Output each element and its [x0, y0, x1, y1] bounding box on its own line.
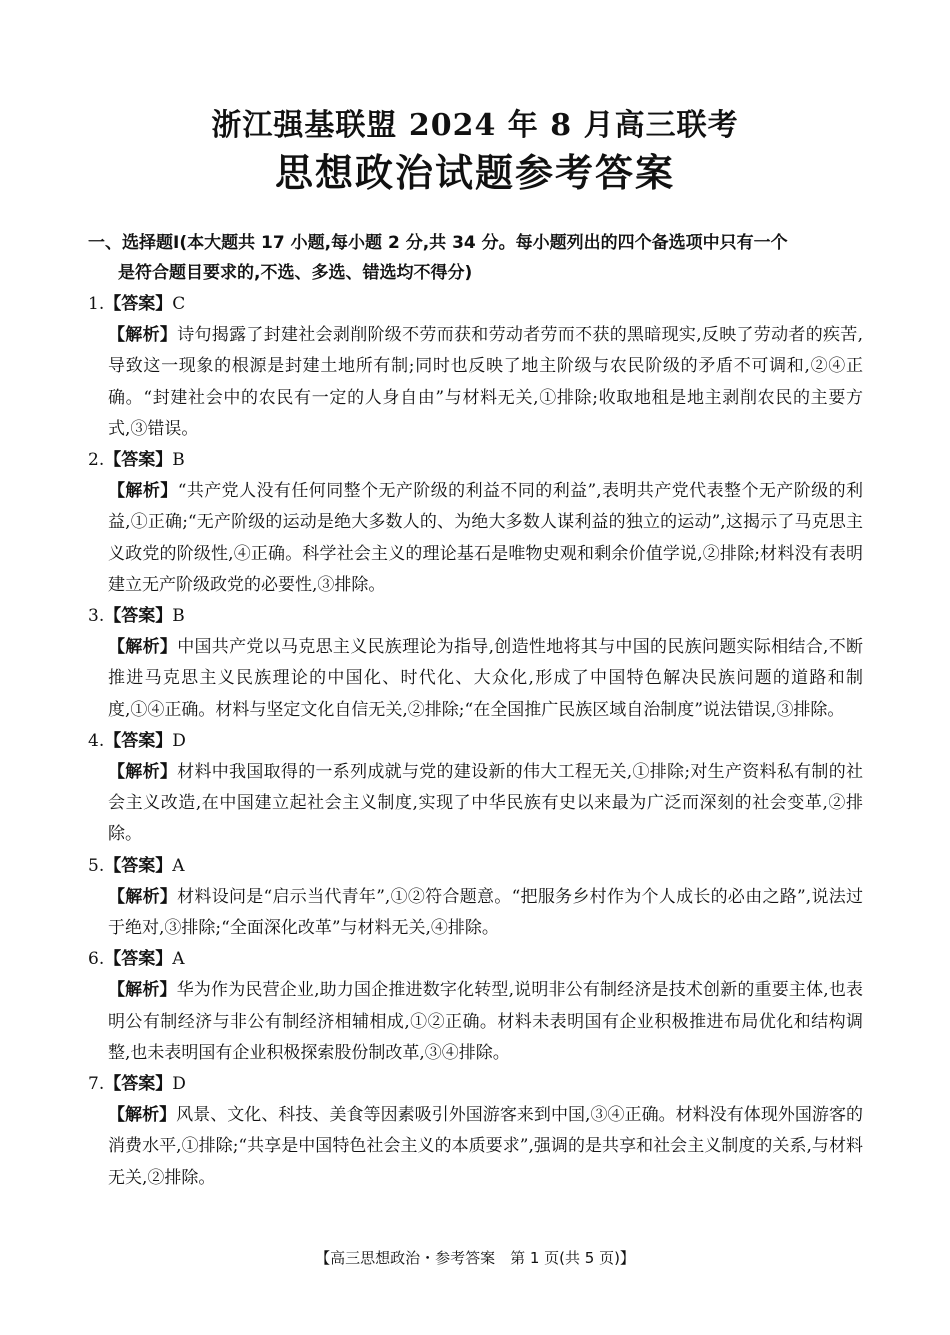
- answer-line: [88, 445, 863, 476]
- explanation-paragraph: [88, 632, 863, 726]
- section-heading-line2: 是符合题目要求的,不选、多选、错选均不得分): [118, 263, 473, 283]
- question-item: [88, 289, 863, 445]
- answer-label: 【答案】: [104, 949, 173, 970]
- answer-value: C: [172, 294, 186, 314]
- answer-label: 【答案】: [104, 606, 173, 627]
- analysis-label: 【解析】: [108, 886, 178, 907]
- answer-line: [88, 289, 863, 320]
- question-number: 3.: [88, 606, 105, 627]
- answer-value: A: [172, 855, 185, 876]
- page-footer: 【高三思想政治・参考答案 第 1 页(共 5 页)】: [315, 1249, 635, 1267]
- answer-line: [88, 1069, 863, 1100]
- answer-label: 【答案】: [104, 855, 173, 876]
- explanation-text: “共产党人没有任何同整个无产阶级的利益不同的利益”,表明共产党代表整个无产阶级的利益,①正确;“无产阶级的运动是绝大多数人的、为绝大多数人谋利益的独立的运动”,这揭示了马克思主义政党的阶级性,④正确。科学社会主义的理论基石是唯物史观和剩余价值学说,②排除;材料没有表明建立无产阶级政党的必要性,③排除。: [108, 481, 863, 595]
- analysis-label: 【解析】: [108, 762, 178, 783]
- question-item: [88, 726, 863, 851]
- explanation-paragraph: [88, 320, 863, 445]
- answer-value: B: [172, 450, 185, 471]
- explanation-paragraph: [88, 757, 863, 851]
- question-item: [88, 601, 863, 726]
- answer-line: [88, 851, 863, 882]
- explanation-text: 诗句揭露了封建社会剥削阶级不劳而获和劳动者劳而不获的黑暗现实,反映了劳动者的疾苦,导致这一现象的根源是封建土地所有制;同时也反映了地主阶级与农民阶级的矛盾不可调和,②④正确。“封建社会中的农民有一定的人身自由”与材料无关,①排除;收取地租是地主剥削农民的主要方式,③错误。: [108, 325, 863, 439]
- analysis-label: 【解析】: [108, 980, 177, 1001]
- answer-label: 【答案】: [104, 730, 173, 751]
- explanation-paragraph: [88, 882, 863, 944]
- question-item: [88, 1069, 863, 1194]
- question-number: 7.: [88, 1074, 105, 1095]
- answer-line: [88, 601, 863, 632]
- question-list: [88, 289, 863, 1194]
- analysis-label: 【解析】: [108, 637, 178, 658]
- analysis-label: 【解析】: [108, 325, 178, 346]
- explanation-text: 中国共产党以马克思主义民族理论为指导,创造性地将其与中国的民族问题实际相结合,不断推进马克思主义民族理论的中国化、时代化、大众化,形成了中国特色解决民族问题的道路和制度,①④正确。材料与坚定文化自信无关,②排除;“在全国推广民族区域自治制度”说法错误,③排除。: [108, 637, 863, 720]
- explanation-text: 华为作为民营企业,助力国企推进数字化转型,说明非公有制经济是技术创新的重要主体,也表明公有制经济与非公有制经济相辅相成,①②正确。材料未表明国有企业积极推进布局优化和结构调整,也未表明国有企业积极探索股份制改革,③④排除。: [108, 980, 864, 1063]
- explanation-text: 材料设问是“启示当代青年”,①②符合题意。“把服务乡村作为个人成长的必由之路”,说法过于绝对,③排除;“全面深化改革”与材料无关,④排除。: [108, 886, 864, 939]
- answer-line: [88, 944, 863, 975]
- question-number: 1.: [88, 294, 105, 314]
- explanation-paragraph: [88, 1100, 863, 1194]
- document-title: 思想政治试题参考答案: [274, 150, 675, 195]
- answer-value: B: [172, 606, 185, 627]
- question-item: [88, 851, 863, 945]
- section-heading: [88, 228, 868, 288]
- answer-label: 【答案】: [104, 294, 173, 314]
- explanation-text: 风景、文化、科技、美食等因素吸引外国游客来到中国,③④正确。材料没有体现外国游客的消费水平,①排除;“共享是中国特色社会主义的本质要求”,强调的是共享和社会主义制度的关系,与材料无关,②排除。: [108, 1105, 864, 1188]
- answer-line: [88, 726, 863, 757]
- answer-label: 【答案】: [104, 1074, 173, 1095]
- answer-value: D: [172, 1074, 186, 1095]
- analysis-label: 【解析】: [108, 481, 178, 502]
- question-item: [88, 944, 863, 1069]
- explanation-text: 材料中我国取得的一系列成就与党的建设新的伟大工程无关,①排除;对生产资料私有制的社会主义改造,在中国建立起社会主义制度,实现了中华民族有史以来最为广泛而深刻的社会变革,②排除。: [108, 762, 863, 845]
- question-number: 5.: [88, 855, 105, 876]
- exam-title: 浙江强基联盟 2024 年 8 月高三联考: [211, 108, 739, 143]
- answer-value: A: [172, 949, 185, 970]
- answer-label: 【答案】: [104, 450, 173, 471]
- question-item: [88, 445, 863, 601]
- question-number: 6.: [88, 949, 105, 970]
- explanation-paragraph: [88, 476, 863, 601]
- question-number: 4.: [88, 730, 105, 751]
- analysis-label: 【解析】: [108, 1105, 177, 1126]
- question-number: 2.: [88, 450, 105, 471]
- answer-value: D: [172, 730, 186, 751]
- explanation-paragraph: [88, 975, 863, 1069]
- section-heading-line1: 一、选择题Ⅰ(本大题共 17 小题,每小题 2 分,共 34 分。每小题列出的四个备选项中只有一个: [88, 233, 788, 253]
